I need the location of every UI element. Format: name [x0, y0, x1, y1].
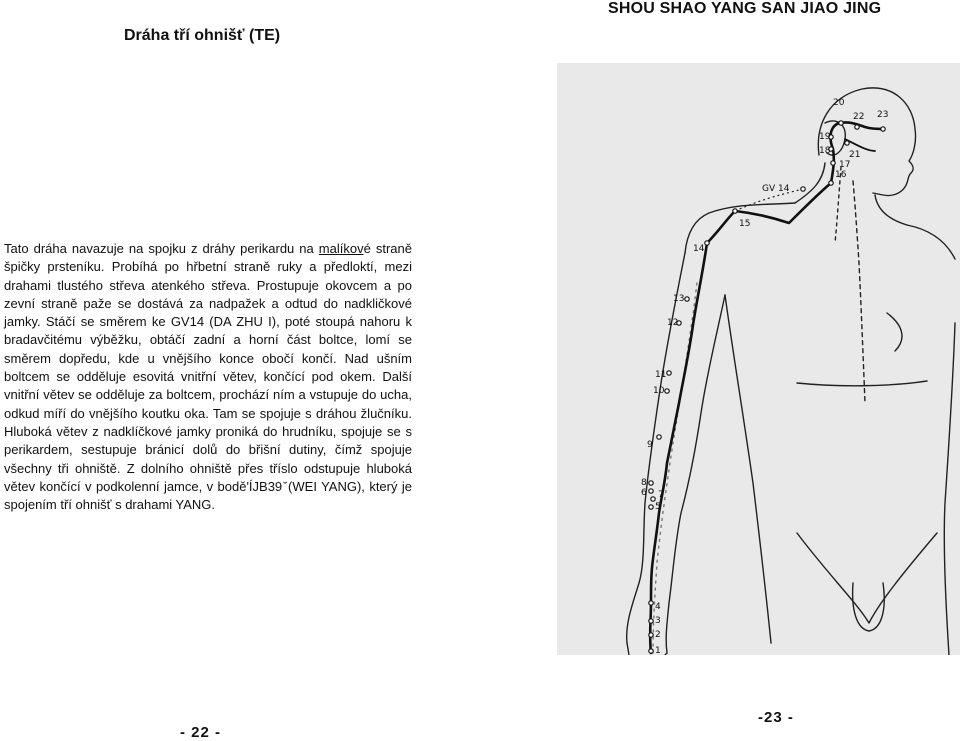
point-marker-gv14 — [801, 187, 805, 191]
point-marker-15 — [733, 209, 737, 213]
point-marker-5 — [649, 505, 653, 509]
point-marker-4 — [649, 601, 653, 605]
point-marker-17 — [831, 161, 835, 165]
label-point-14: 14 — [693, 244, 705, 254]
point-marker-3 — [649, 619, 653, 623]
arm-outer — [627, 253, 685, 643]
point-marker-13 — [685, 297, 689, 301]
label-point-6: 6 — [641, 488, 647, 498]
label-point-19: 19 — [819, 132, 831, 142]
label-point-12: 12 — [667, 318, 679, 328]
page-title-right: SHOU SHAO YANG SAN JIAO JING — [608, 0, 882, 17]
point-marker-21 — [845, 141, 849, 145]
point-marker-22 — [855, 125, 859, 129]
point-marker-11 — [667, 371, 671, 375]
label-point-17: 17 — [839, 160, 851, 170]
paragraph-lead: Tato dráha navazuje na spojku z dráhy perikardu na — [4, 241, 319, 256]
right-page — [480, 0, 960, 741]
label-point-21: 21 — [849, 150, 861, 160]
point-marker-9 — [657, 435, 661, 439]
waist-line — [797, 381, 927, 386]
label-point-8: 8 — [641, 478, 647, 488]
groin-line — [797, 533, 937, 623]
shoulder-right — [907, 225, 955, 259]
meridian-figure — [557, 63, 960, 655]
point-marker-2 — [649, 633, 653, 637]
paragraph-underlined: malíkov — [318, 241, 364, 256]
point-marker-8 — [649, 481, 653, 485]
label-point-1: 1 — [655, 646, 661, 655]
page-number-right: -23 - — [758, 709, 794, 726]
torso-right — [944, 323, 955, 655]
neck-right — [875, 195, 907, 225]
label-point-22: 22 — [853, 112, 865, 122]
page-number-left: - 22 - — [180, 724, 222, 741]
neck-left — [795, 163, 825, 203]
label-point-4: 4 — [655, 602, 661, 612]
point-marker-14 — [705, 241, 709, 245]
label-point-13: 13 — [673, 294, 685, 304]
body-illustration — [557, 63, 960, 655]
page-title-left: Dráha tří ohnišť (TE) — [124, 27, 281, 44]
arm-inner — [666, 295, 725, 653]
label-point-9: 9 — [647, 440, 653, 450]
label-point-15: 15 — [739, 219, 751, 229]
body-paragraph — [4, 240, 412, 514]
paragraph-rest: é straně špičky prsteníku. Probíhá po hřbetní straně ruky a předloktí, mezi drahami tlustého střeva atenkého střeva. Prostupuje okovcem a po zevní straně paže se dostává za nadpažek a odtud do nadkličkové jamky. Stáčí se směrem ke GV14 (DA ZHU I), poté stoupá nahoru k bradavčitému výběžku, obtáčí zadní a horní část boltce, lomí se směrem dopředu, kde u vnějšího konce obočí končí. Nad ušním boltcem se odděluje esovitá vnitřní větev, končící pod okem. Další vnitřní větev se odděluje za boltcem, prochází ním a vstupuje do ucha, odkud míří do vnějšího koutku oka. Tam se spojuje s dráhou žlučníku. Hluboká větev z nadklíčkové jamky proniká do hrudníku, spojuje se s perikardem, sestupuje bránicí dolů do břišní dutiny, čímž spojuje všechny tři ohniště. Z dolního ohniště přes tříslo odstupuje hluboká větev končící v podkolenní jamce, v bodě'ÍJB39ˇ(WEI YANG), který je spojením tří ohnišť s drahami YANG. — [4, 241, 412, 513]
point-marker-23 — [881, 127, 885, 131]
label-point-7: 7 — [658, 490, 664, 500]
hand-outline — [627, 643, 667, 655]
label-point-5: 5 — [655, 502, 661, 512]
point-marker-10 — [665, 389, 669, 393]
label-point-10: 10 — [653, 386, 665, 396]
label-point-16: 16 — [835, 170, 847, 180]
label-point-18: 18 — [819, 146, 831, 156]
point-marker-1 — [649, 649, 653, 653]
label-point-20: 20 — [833, 98, 845, 108]
meridian-arm-path — [650, 243, 707, 653]
point-marker-16 — [829, 181, 833, 185]
internal-branch — [853, 181, 865, 403]
point-marker-7 — [651, 497, 655, 501]
chest-contour — [887, 313, 902, 351]
label-gv14: GV 14 — [762, 184, 790, 194]
label-point-23: 23 — [877, 110, 889, 120]
torso-side — [725, 295, 771, 643]
label-point-3: 3 — [655, 616, 661, 626]
point-marker-6 — [649, 489, 653, 493]
label-point-2: 2 — [655, 630, 661, 640]
label-point-11: 11 — [655, 370, 667, 380]
point-marker-20 — [839, 121, 843, 125]
